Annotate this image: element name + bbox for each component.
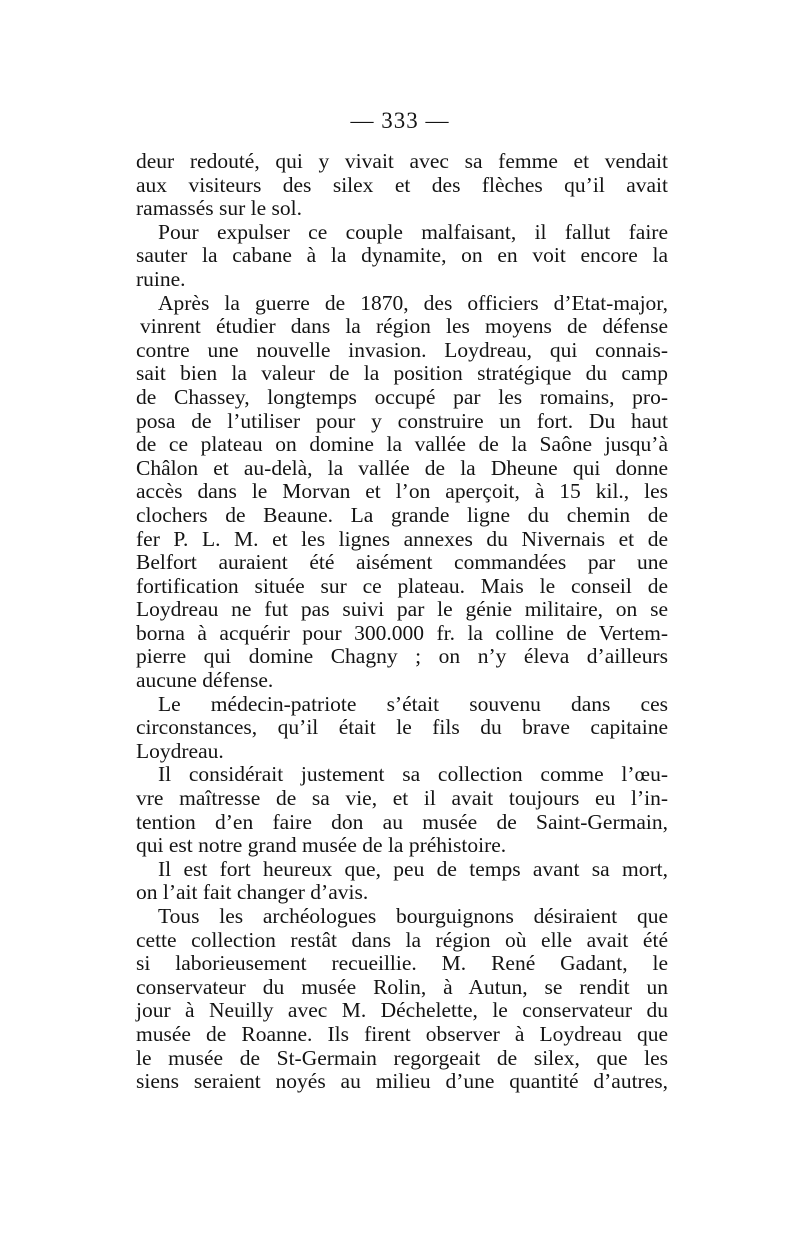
text-line: sauter la cabane à la dynamite, on en voit encore la xyxy=(136,243,668,268)
text-line: fer P. L. M. et les lignes annexes du Nivernais et de xyxy=(136,526,668,551)
text-line: Loydreau. xyxy=(136,738,224,763)
text-line: ramassés sur le sol. xyxy=(136,196,302,221)
text-line: pierre qui domine Chagny ; on n’y éleva d’ailleurs xyxy=(136,644,668,669)
text-line: de ce plateau on domine la vallée de la Saône jusqu’à xyxy=(136,432,668,457)
text-line: sait bien la valeur de la position stratégique du camp xyxy=(136,361,668,386)
text-line: musée de Roanne. Ils firent observer à Loydreau que xyxy=(136,1021,668,1046)
paragraph-first-line: Il considérait justement sa collection comme l’œu- xyxy=(158,762,668,787)
text-line: aux visiteurs des silex et des flèches qu’il avait xyxy=(136,172,668,197)
text-line: Loydreau ne fut pas suivi par le génie militaire, on se xyxy=(136,597,668,622)
text-line: ruine. xyxy=(136,266,186,291)
paragraph-first-line: Après la guerre de 1870, des officiers d’Etat-major, xyxy=(158,290,668,315)
text-line: clochers de Beaune. La grande ligne du chemin de xyxy=(136,502,668,527)
paragraph-first-line: Il est fort heureux que, peu de temps avant sa mort, xyxy=(158,856,668,881)
text-line: fortification située sur ce plateau. Mais le conseil de xyxy=(136,573,668,598)
text-line: conservateur du musée Rolin, à Autun, se rendit un xyxy=(136,974,668,999)
paragraph-first-line: Tous les archéologues bourguignons désiraient que xyxy=(158,904,668,928)
text-line: cette collection restât dans la région où elle avait été xyxy=(136,927,668,952)
text-line: accès dans le Morvan et l’on aperçoit, à 15 kil., les xyxy=(136,479,668,504)
text-line: posa de l’utiliser pour y construire un fort. Du haut xyxy=(136,408,668,433)
text-line: circonstances, qu’il était le fils du brave capitaine xyxy=(136,715,668,740)
paragraph-first-line: Pour expulser ce couple malfaisant, il fallut faire xyxy=(158,219,668,244)
text-line: qui est notre grand musée de la préhistoire. xyxy=(136,833,507,858)
text-line: borna à acquérir pour 300.000 fr. la colline de Vertem- xyxy=(136,620,668,645)
text-line: aucune défense. xyxy=(136,668,274,693)
text-line: Châlon et au-delà, la vallée de la Dheune qui donne xyxy=(136,455,668,480)
text-line: le musée de St-Germain regorgeait de silex, que les xyxy=(136,1045,668,1070)
text-line: vinrent étudier dans la région les moyens de défense xyxy=(140,314,668,339)
text-line: on l’ait fait changer d’avis. xyxy=(136,880,369,905)
text-line: Belfort auraient été aisément commandées par une xyxy=(136,550,668,575)
body-text xyxy=(136,150,668,1094)
text-line: siens seraient noyés au milieu d’une quantité d’autres, xyxy=(136,1069,668,1094)
text-line: deur redouté, qui y vivait avec sa femme et vendait xyxy=(136,149,668,173)
paragraph-first-line: Le médecin-patriote s’était souvenu dans ces xyxy=(158,691,668,716)
page-number: — 333 — xyxy=(350,108,450,133)
text-line: contre une nouvelle invasion. Loydreau, qui connais- xyxy=(136,337,668,362)
text-line: tention d’en faire don au musée de Saint-Germain, xyxy=(136,809,668,834)
text-line: de Chassey, longtemps occupé par les romains, pro- xyxy=(136,384,668,409)
text-line: si laborieusement recueillie. M. René Gadant, le xyxy=(136,951,668,976)
text-line: vre maîtresse de sa vie, et il avait toujours eu l’in- xyxy=(136,786,668,811)
text-line: jour à Neuilly avec M. Déchelette, le conservateur du xyxy=(136,998,668,1023)
